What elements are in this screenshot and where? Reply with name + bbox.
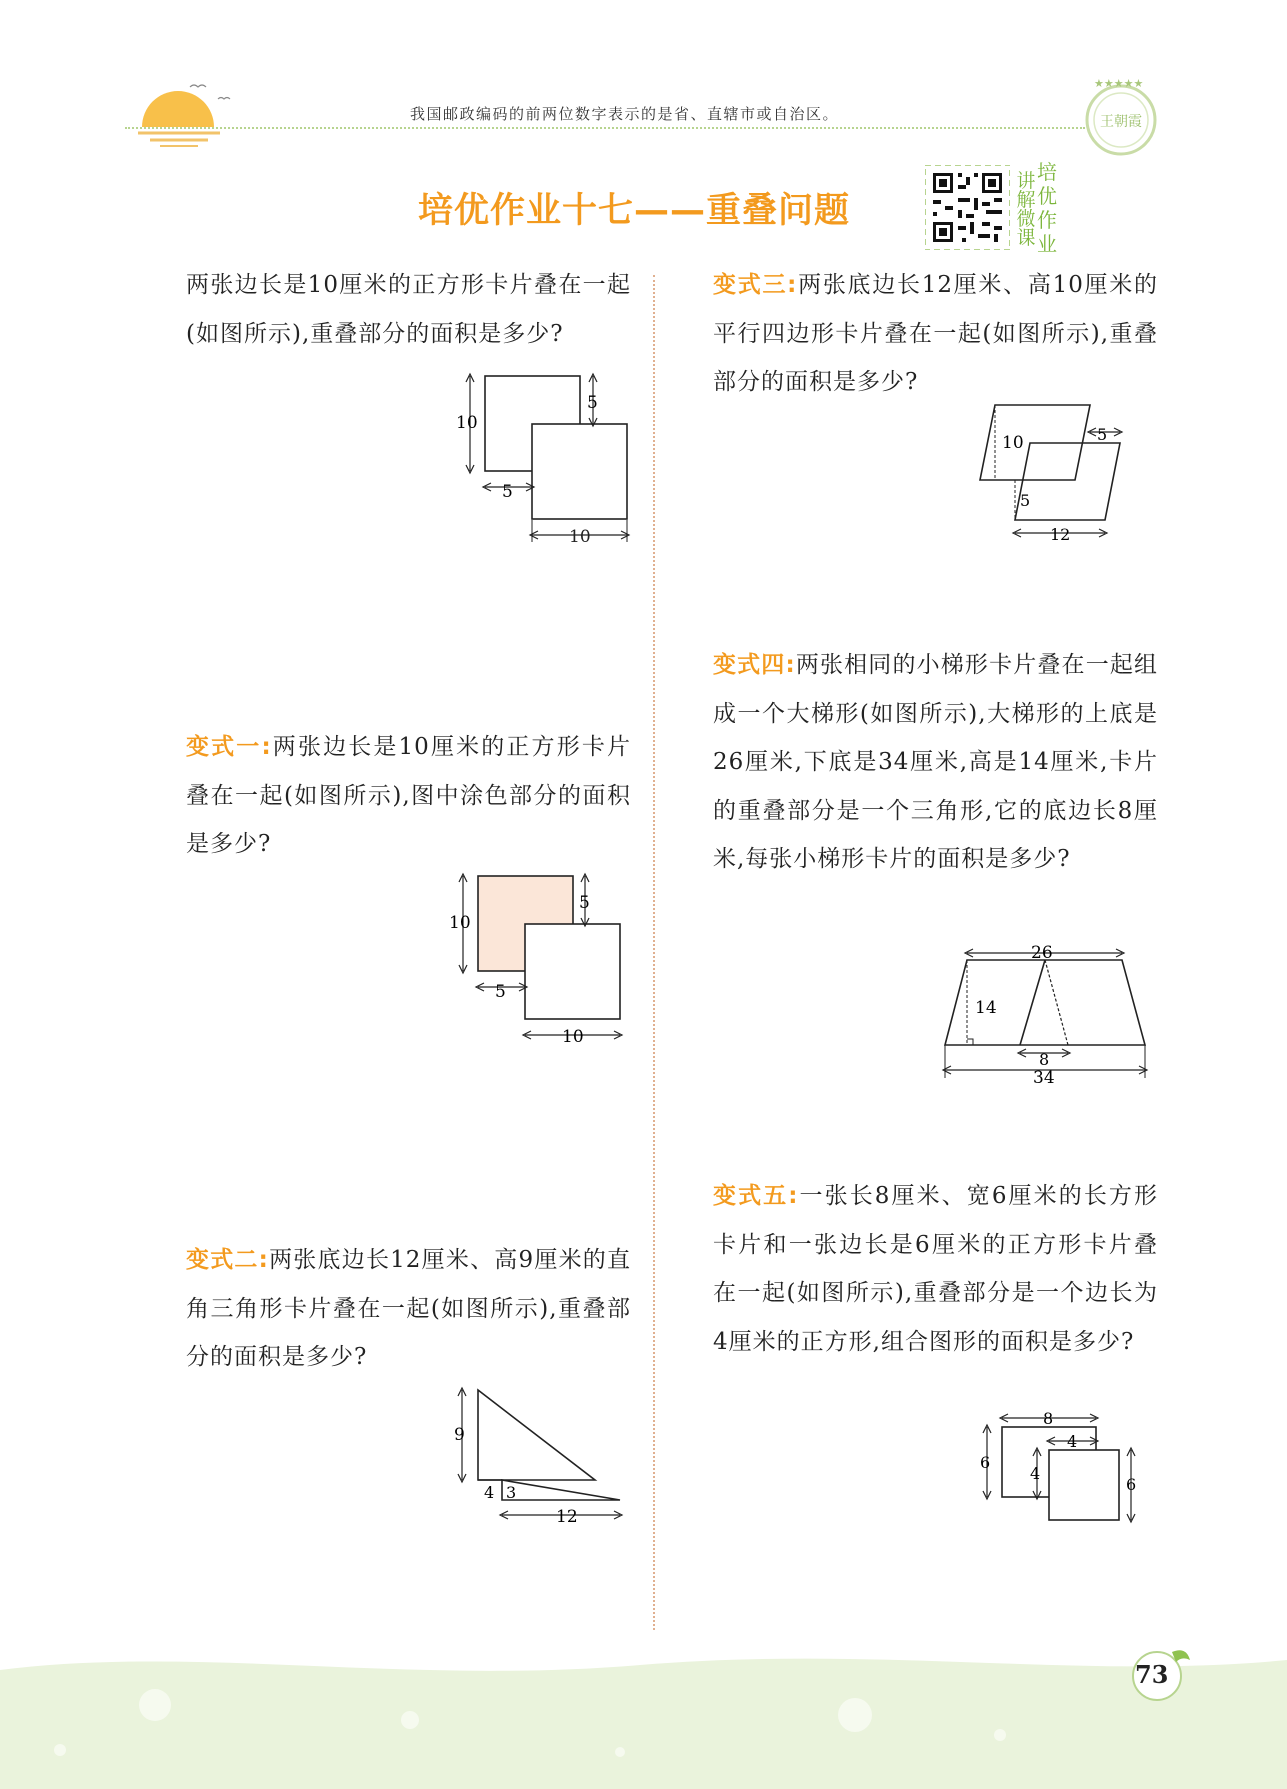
figure-variant-4-trapezoids (935, 940, 1155, 1090)
variant-2-text: 两张底边长12厘米、高9厘米的直角三角形卡片叠在一起(如图所示),重叠部分的面积是多少? (186, 1247, 632, 1370)
variant-2-label: 变式二: (186, 1247, 269, 1273)
variant-4-label: 变式四: (713, 652, 796, 678)
svg-text:★★★★★: ★★★★★ (1094, 77, 1144, 90)
fig-main-label-5a: 5 (587, 393, 598, 413)
variant-5-label: 变式五: (713, 1183, 799, 1209)
problem-main (186, 261, 631, 358)
fig-v2-label-3: 3 (506, 1483, 517, 1502)
page-number: 73 (1135, 1660, 1169, 1689)
figure-variant-3-parallelograms (970, 400, 1140, 550)
fig-v5-label-6b: 6 (1126, 1475, 1137, 1494)
problem-variant-3 (713, 261, 1158, 407)
figure-variant-5-rect-square (975, 1405, 1145, 1550)
problem-main-text: 两张边长是10厘米的正方形卡片叠在一起(如图所示),重叠部分的面积是多少? (186, 272, 631, 347)
variant-3-text: 两张底边长12厘米、高10厘米的平行四边形卡片叠在一起(如图所示),重叠部分的面积是多少? (713, 272, 1158, 395)
fig-v3-label-5a: 5 (1097, 425, 1108, 444)
fig-v3-label-5b: 5 (1020, 491, 1031, 510)
header-note: 我国邮政编码的前两位数字表示的是省、直辖市或自治区。 (410, 105, 840, 123)
badge-logo-text: 王朝霞 (1100, 114, 1142, 130)
fig-main-label-10b: 10 (569, 527, 591, 547)
problem-variant-2 (186, 1236, 631, 1382)
figure-variant-2-triangles (450, 1380, 640, 1530)
problem-variant-4 (713, 641, 1158, 884)
fig-v2-label-12: 12 (556, 1507, 578, 1527)
fig-v4-label-26: 26 (1031, 943, 1053, 963)
variant-5-text: 一张长8厘米、宽6厘米的长方形卡片和一张边长是6厘米的正方形卡片叠在一起(如图所示),重叠部分是一个边长为4厘米的正方形,组合图形的面积是多少? (713, 1183, 1158, 1355)
sun-logo-icon (128, 75, 238, 150)
side-label-homework: 培优作业 (1037, 160, 1057, 256)
fig-v2-label-4: 4 (484, 1483, 495, 1502)
fig-v5-label-6a: 6 (980, 1453, 991, 1472)
page-title: 培优作业十七——重叠问题 (418, 191, 851, 231)
fig-v2-label-9: 9 (454, 1425, 465, 1445)
variant-1-text: 两张边长是10厘米的正方形卡片叠在一起(如图所示),图中涂色部分的面积是多少? (186, 734, 631, 857)
figure-variant-1-squares (445, 870, 635, 1050)
problem-variant-1 (186, 723, 631, 869)
fig-main-label-5b: 5 (502, 482, 513, 502)
header-divider (125, 127, 1085, 129)
column-divider (653, 275, 655, 1630)
fig-v1-label-5b: 5 (495, 982, 506, 1002)
fig-v3-label-12: 12 (1050, 525, 1071, 544)
fig-v5-label-8: 8 (1043, 1409, 1054, 1428)
fig-v1-label-10b: 10 (562, 1027, 584, 1047)
fig-v5-label-4a: 4 (1067, 1432, 1078, 1451)
fig-v1-label-5a: 5 (579, 893, 590, 913)
fig-v4-label-34: 34 (1033, 1068, 1055, 1088)
figure-main-squares (450, 370, 640, 550)
side-label-micro-lecture: 讲解微课 (1016, 170, 1036, 249)
fig-v5-label-4b: 4 (1030, 1464, 1041, 1483)
problem-variant-5 (713, 1172, 1158, 1366)
variant-4-text: 两张相同的小梯形卡片叠在一起组成一个大梯形(如图所示),大梯形的上底是26厘米,下底是34厘米,高是14厘米,卡片的重叠部分是一个三角形,它的底边长8厘米,每张小梯形卡片的面积是多少? (713, 652, 1159, 872)
variant-3-label: 变式三: (713, 272, 798, 298)
fig-v1-label-10a: 10 (449, 913, 471, 933)
footer-wave-decoration (0, 1640, 1287, 1789)
fig-v3-label-10: 10 (1002, 433, 1024, 453)
variant-1-label: 变式一: (186, 734, 272, 760)
fig-main-label-10a: 10 (456, 413, 478, 433)
qr-code-icon[interactable] (925, 165, 1010, 250)
badge-logo (1080, 75, 1162, 157)
fig-v4-label-8: 8 (1039, 1050, 1050, 1069)
fig-v4-label-14: 14 (975, 998, 997, 1018)
